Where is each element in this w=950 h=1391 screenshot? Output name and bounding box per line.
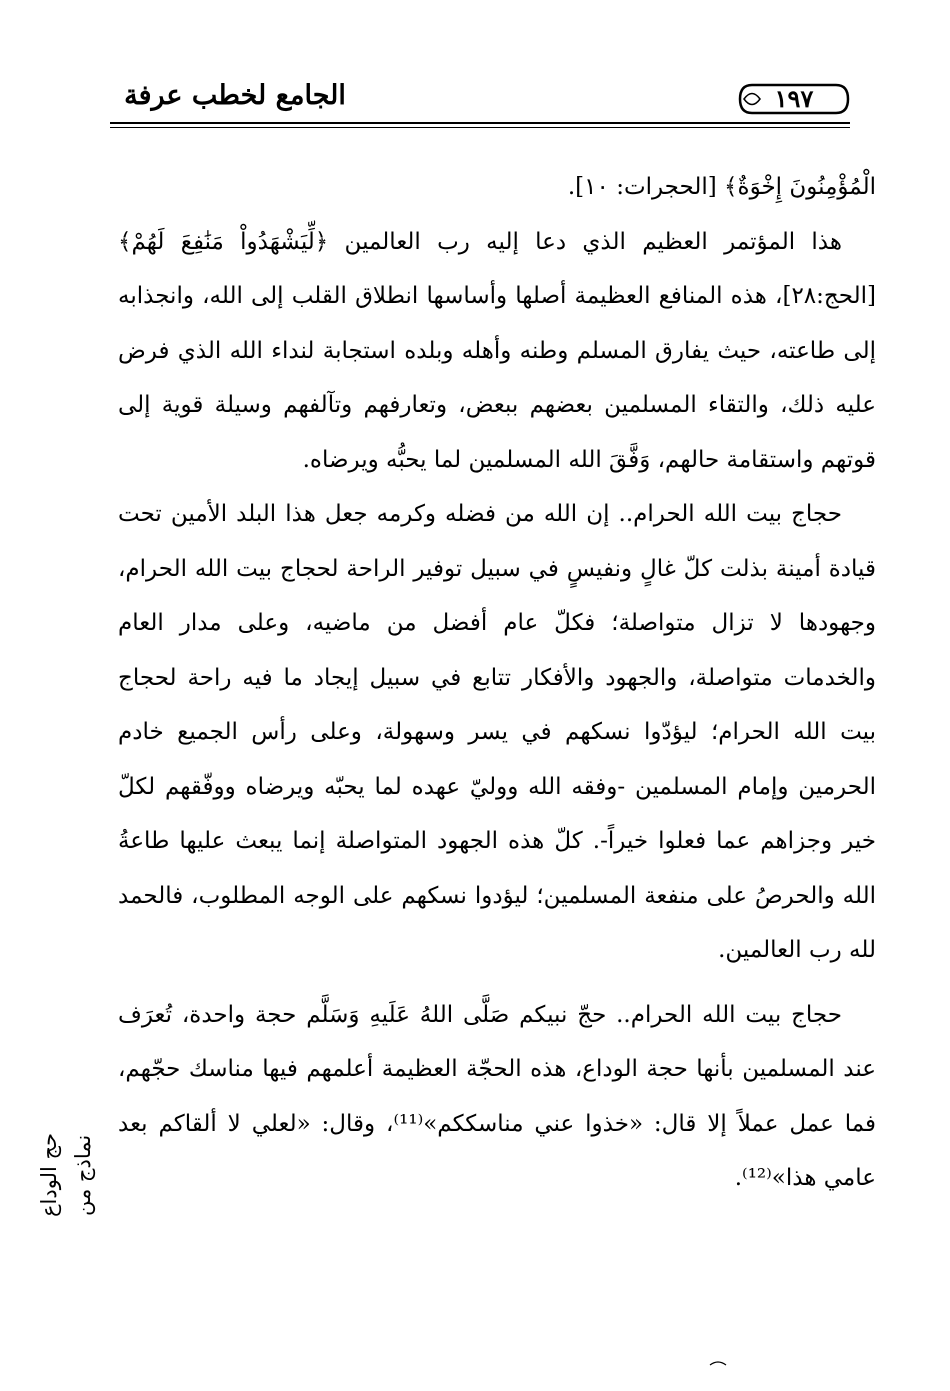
- margin-note-line-2: حج الوداع: [37, 1133, 61, 1218]
- margin-note-line-1: نماذج من: [71, 1134, 95, 1216]
- page-number-frame: [738, 82, 850, 116]
- page-header: [110, 78, 850, 124]
- paragraph-2: هذا المؤتمر العظيم الذي دعا إليه رب العالمين ﴿لِّيَشْهَدُواْ مَنَٰفِعَ لَهُمْ﴾ [الحج:٢٨]، هذه المنافع العظيمة أصلها وأساسها انطلاق القلب إلى الله، وانجذابه إلى طاعته، حيث يفارق المسلم وطنه وأهله وبلده استجابة لنداء الله الذي فرض عليه ذلك، والتقاء المسلمين بعضهم ببعض، وتعارفهم وتآلفهم وسيلة قوية إلى قوتهم واستقامة حالهم، وَفَّقَ الله المسلمين لما يحبُّه ويرضاه.: [118, 228, 876, 473]
- paragraph-4: حجاج بيت الله الحرام.. حجّ نبيكم صَلَّى اللهُ عَلَيهِ وَسَلَّم حجة واحدة، تُعرَف عند المسلمين بأنها حجة الوداع، هذه الحجّة العظيمة أعلمهم فيها مناسك حجّهم، فما عمل عملاً إلا قال: «خذوا عني مناسككم»⁽¹¹⁾، وقال: «لعلي لا ألقاكم بعد عامي هذا»⁽¹²⁾.: [118, 1001, 876, 1191]
- header-rule: [110, 122, 850, 124]
- paragraph-1: الْمُؤْمِنُونَ إِخْوَةٌ﴾ [الحجرات: ١٠].: [567, 174, 876, 200]
- book-title: الجامع لخطب عرفة: [124, 80, 346, 111]
- paragraph-3: حجاج بيت الله الحرام.. إن الله من فضله وكرمه جعل هذا البلد الأمين تحت قيادة أمينة بذلت كلّ غالٍ ونفيسٍ في سبيل توفير الراحة لحجاج بيت الله الحرام، وجهودها لا تزال متواصلة؛ فكلّ عام أفضل من ماضيه، وعلى مدار العام والخدمات متواصلة، والجهود والأفكار تتابع في سبيل إيجاد ما فيه راحة لحجاج بيت الله الحرام؛ ليؤدّوا نسكهم في يسر وسهولة، وعلى رأس الجميع خادم الحرمين وإمام المسلمين -وفقه الله ووليّ عهده لما يحبّه ويرضاه ووفّقهم لكلّ خير وجزاهم عما فعلوا خيراً-. كلّ هذه الجهود المتواصلة إنما يبعث عليها طاعةُ الله والحرصُ على منفعة المسلمين؛ ليؤدوا نسكهم على الوجه المطلوب، فالحمد لله رب العالمين.: [118, 501, 876, 963]
- footer-mark: [708, 1358, 728, 1366]
- main-text: [118, 160, 876, 1206]
- page-number: ١٩٧: [774, 84, 814, 113]
- margin-note: [22, 1085, 102, 1265]
- header-rule-thin: [110, 127, 850, 128]
